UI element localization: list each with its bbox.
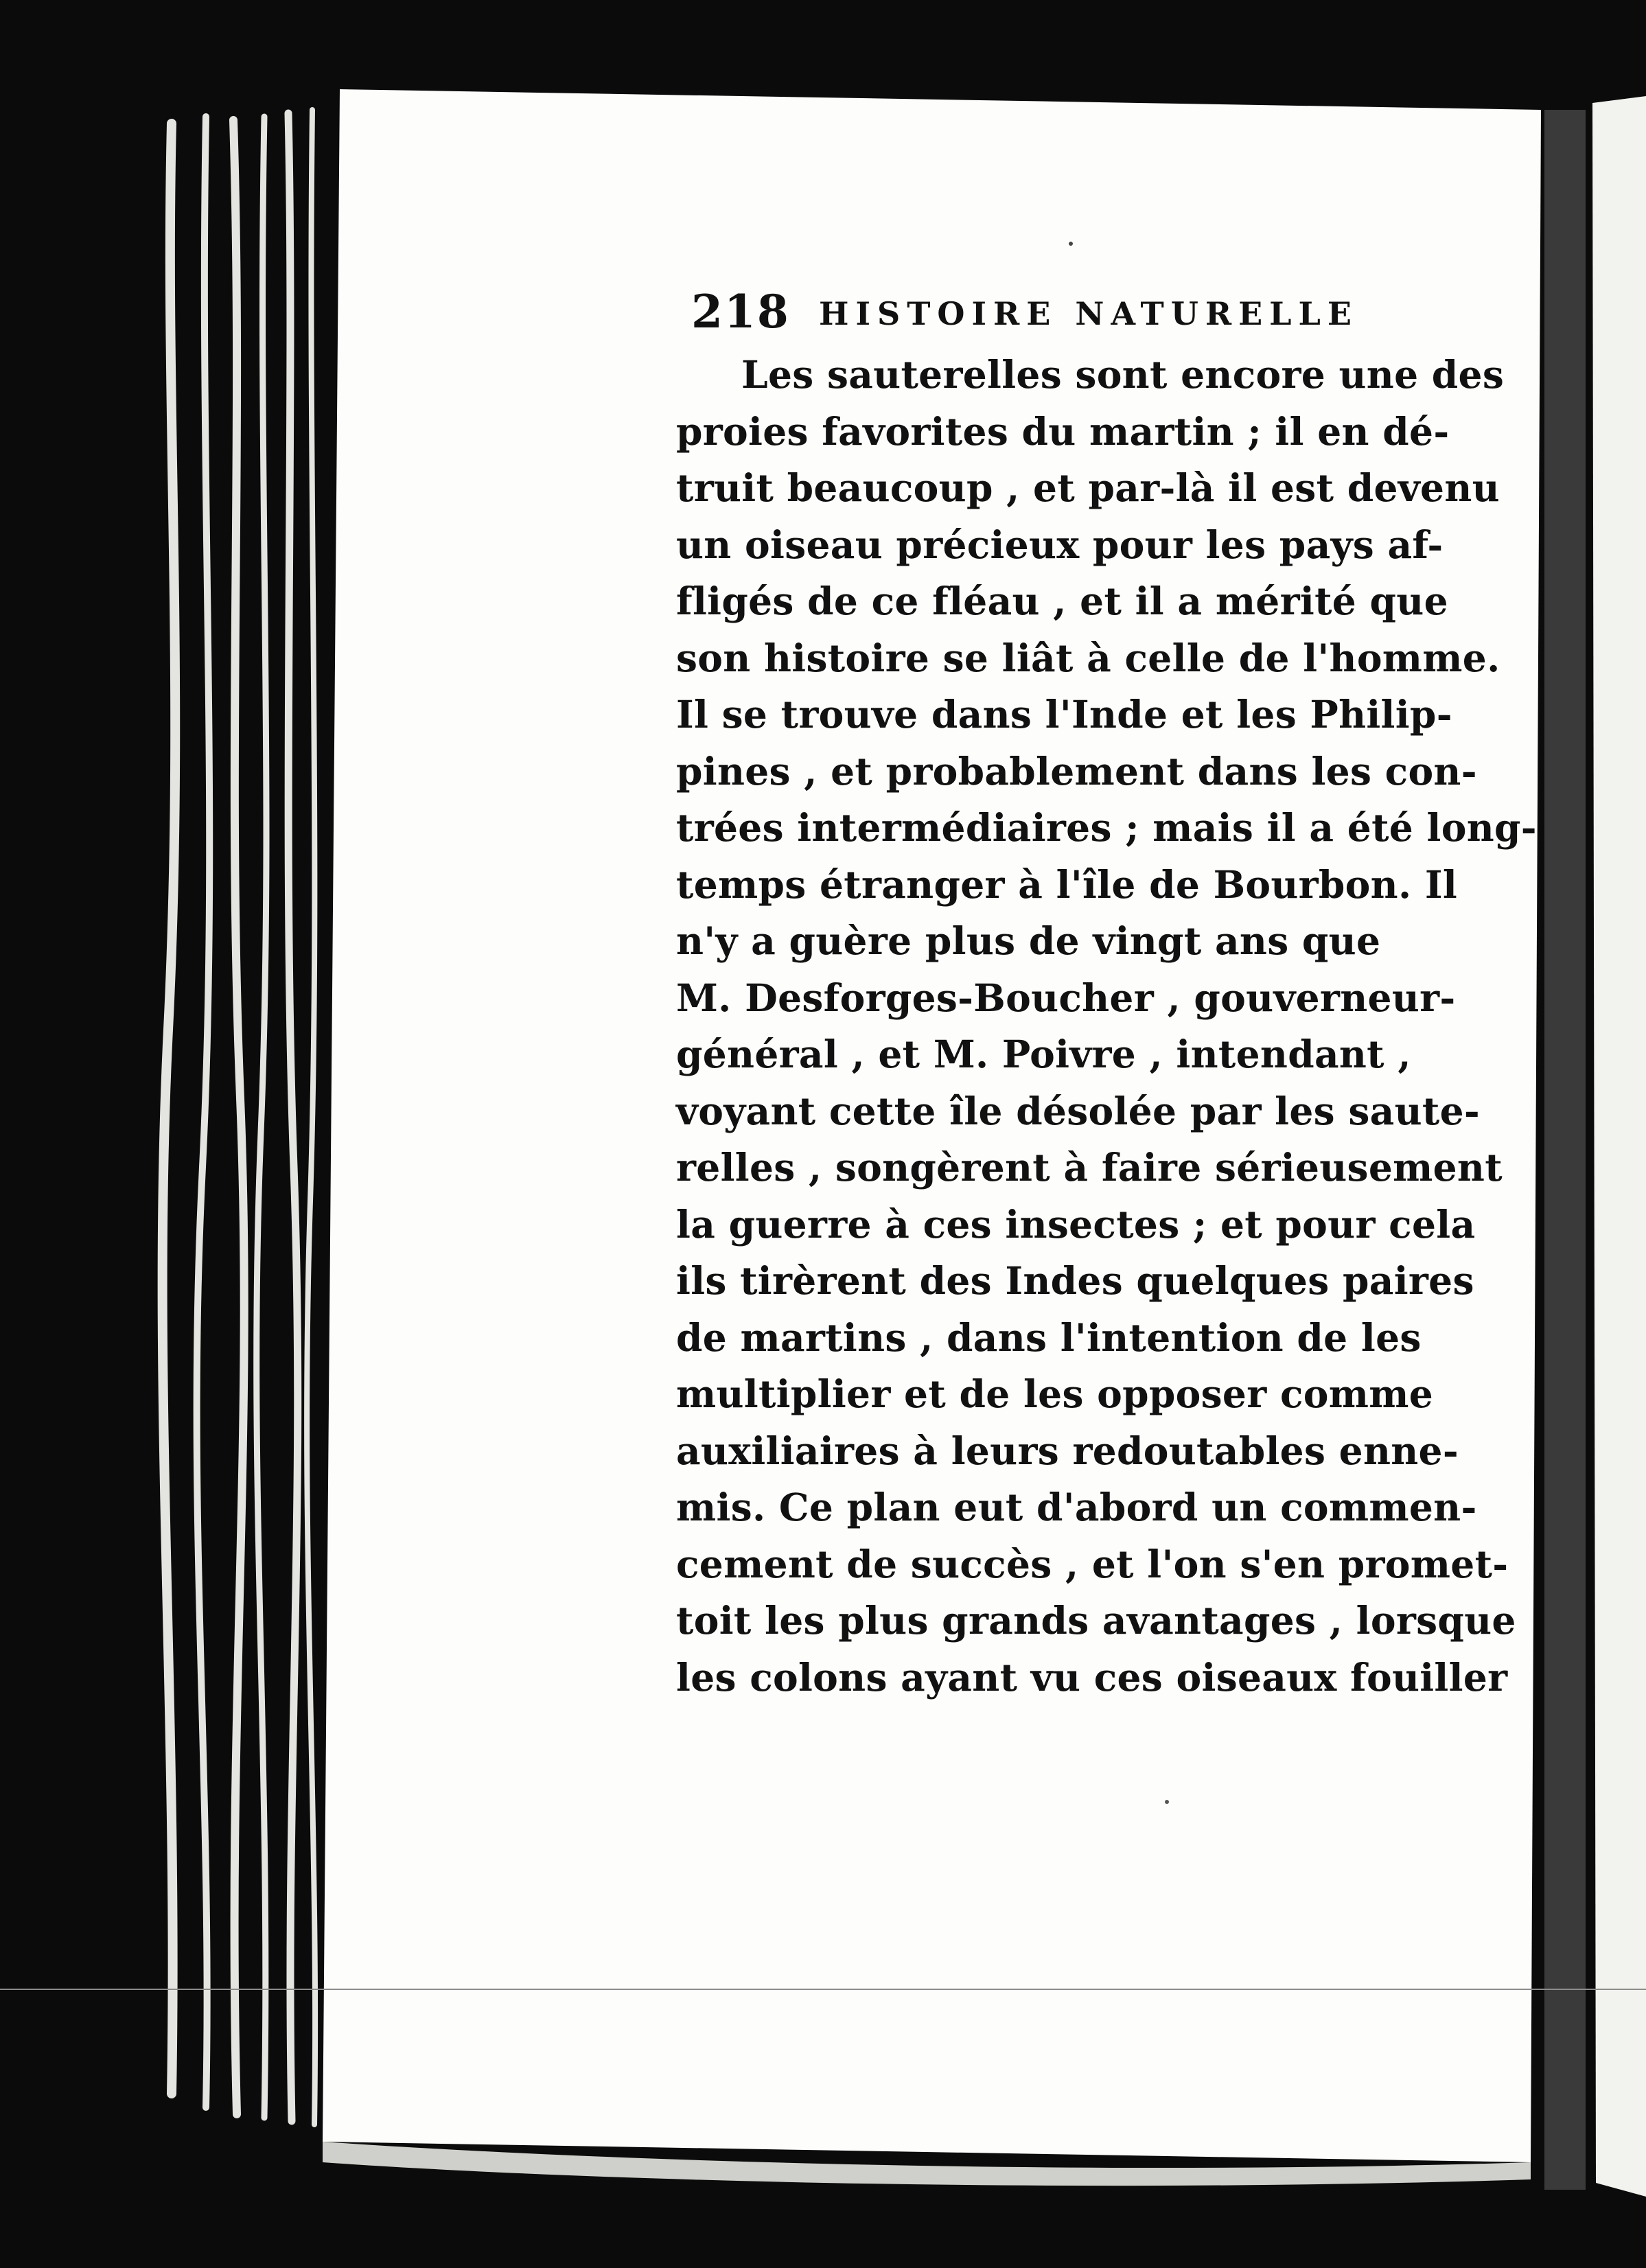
text-line: son histoire se liât à celle de l'homme. [676, 635, 1500, 680]
text-line: pines , et probablement dans les con- [676, 748, 1477, 794]
text-line: proies favorites du martin ; il en dé- [676, 408, 1450, 454]
text-line: temps étranger à l'île de Bourbon. Il [676, 861, 1458, 907]
text-line: toit les plus grands avantages , lorsque [676, 1598, 1516, 1643]
text-line: voyant cette île désolée par les saute- [676, 1088, 1480, 1133]
text-line: relles , songèrent à faire sérieusement [676, 1145, 1503, 1190]
text-line: truit beaucoup , et par-là il est devenu [676, 465, 1500, 510]
running-title: HISTOIRE NATURELLE [819, 295, 1358, 332]
page-content [676, 271, 1537, 1706]
page-number: 218 [691, 285, 790, 338]
text-line: multiplier et de les opposer comme [676, 1372, 1434, 1416]
text-line: fligés de ce fléau , et il a mérité que [676, 579, 1448, 623]
text-line: de martins , dans l'intention de les [676, 1315, 1422, 1360]
text-line: M. Desforges-Boucher , gouverneur- [676, 975, 1456, 1020]
text-line: Il se trouve dans l'Inde et les Philip- [676, 692, 1452, 737]
text-line: Les sauterelles sont encore une des [741, 352, 1505, 397]
text-line: la guerre à ces insectes ; et pour cela [676, 1201, 1476, 1247]
running-head [676, 271, 1445, 347]
body-text [676, 347, 1537, 1706]
text-line: un oiseau précieux pour les pays af- [676, 522, 1444, 567]
text-line: n'y a guère plus de vingt ans que [676, 918, 1381, 963]
text-line: les colons ayant vu ces oiseaux fouiller [676, 1654, 1508, 1700]
text-line: auxiliaires à leurs redoutables enne- [676, 1428, 1459, 1473]
text-line: trées intermédiaires ; mais il a été long- [676, 805, 1537, 850]
text-line: général , et M. Poivre , intendant , [676, 1032, 1411, 1076]
text-line: cement de succès , et l'on s'en promet- [676, 1541, 1509, 1586]
text-line: mis. Ce plan eut d'abord un commen- [676, 1485, 1477, 1529]
text-line: ils tirèrent des Indes quelques paires [676, 1258, 1474, 1303]
